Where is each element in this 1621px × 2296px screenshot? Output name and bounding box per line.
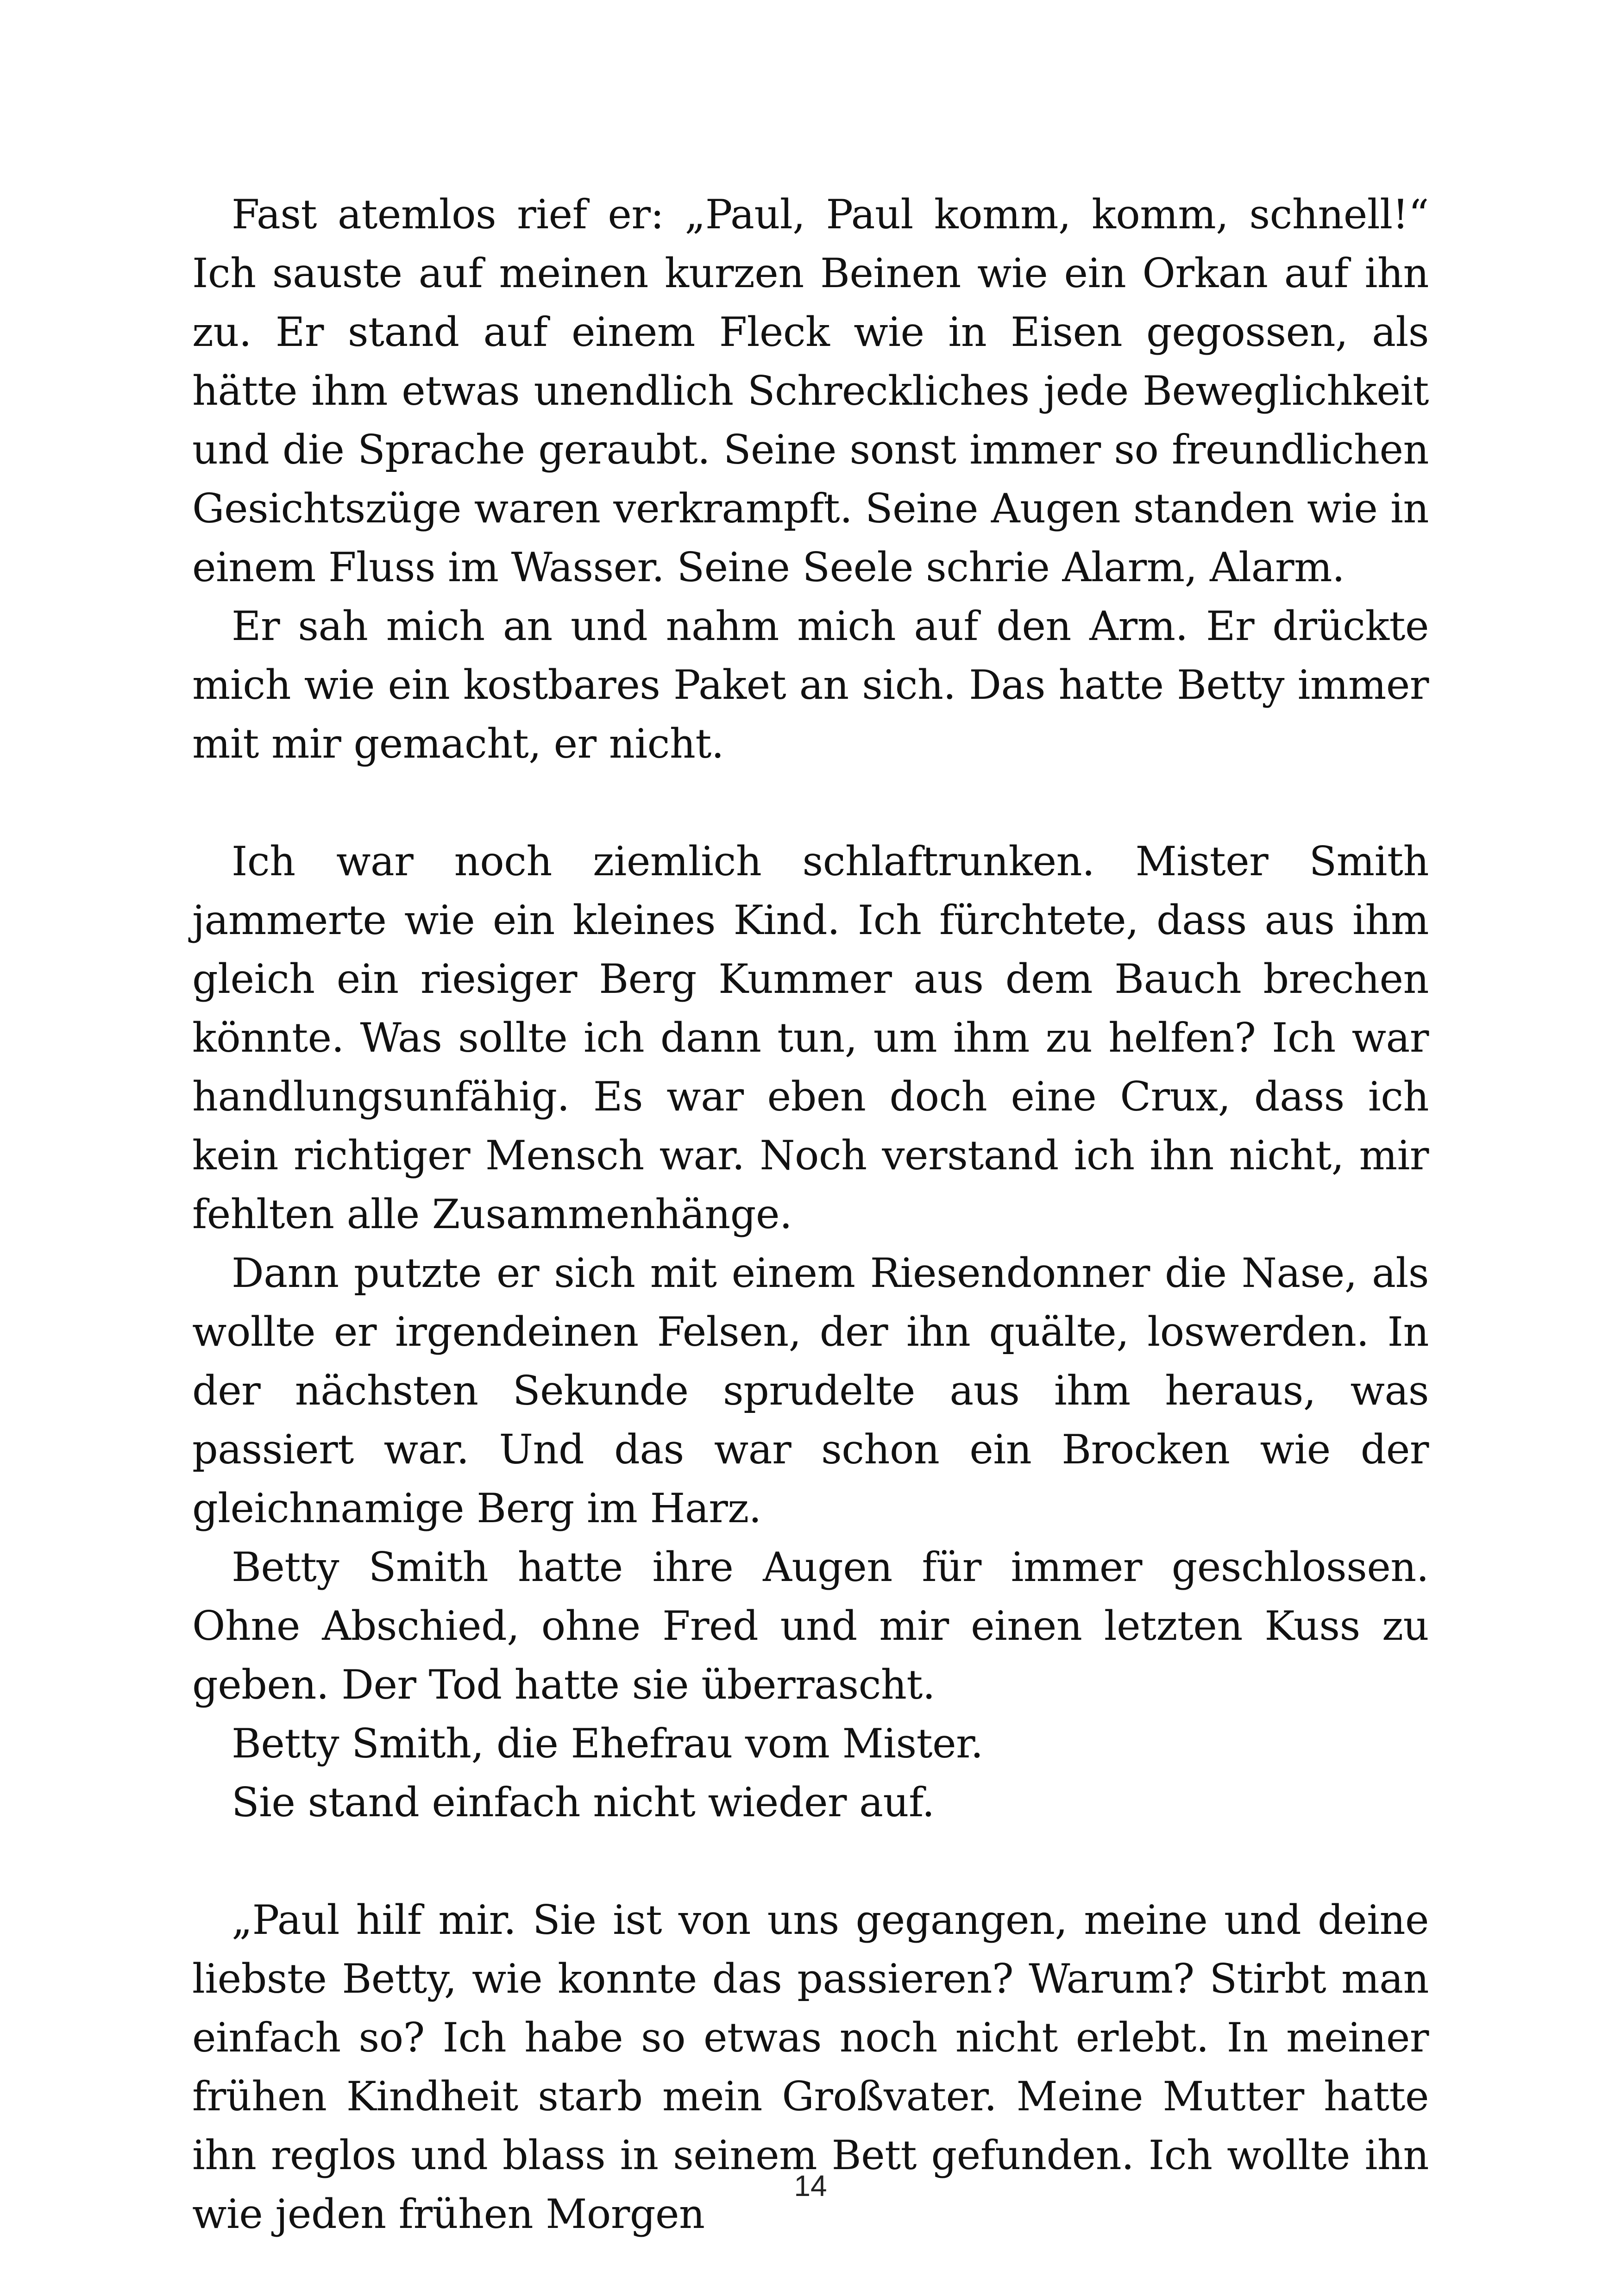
paragraph-7: Sie stand einfach nicht wieder auf. bbox=[232, 1779, 935, 1826]
paragraph-8: „Paul hilf mir. Sie ist von uns gegangen, meine und deine liebste Betty, wie konnte das passieren? Warum? Stirbt man einfach so? Ich habe so etwas noch nicht erlebt. In meiner frühen Kindheit starb mein Großvater. Meine Mutter hatte ihn reglos und blass in seinem Bett gefunden. Ich wollte ihn wie jeden frühen Morgen bbox=[192, 1896, 1429, 2238]
page-number: 14 bbox=[794, 2169, 827, 2202]
paragraph-6: Betty Smith, die Ehefrau vom Mister. bbox=[232, 1720, 983, 1767]
paragraph-4: Dann putzte er sich mit einem Riesendonner die Nase, als wollte er irgendeinen Felsen, der ihn quälte, loswerden. In der nächsten Sekunde sprudelte aus ihm heraus, was passiert war. Und das war schon ein Brocken wie der gleichnamige Berg im Harz. bbox=[192, 1249, 1429, 1532]
body-text bbox=[192, 185, 1429, 2244]
paragraph-1: Fast atemlos rief er: „Paul, Paul komm, komm, schnell!“ Ich sauste auf meinen kurzen Beinen wie ein Orkan auf ihn zu. Er stand auf einem Fleck wie in Eisen gegossen, als hätte ihm etwas unendlich Schreckliches jede Beweglichkeit und die Sprache geraubt. Seine sonst immer so freundlichen Gesichtszüge waren verkrampft. Seine Augen standen wie in einem Fluss im Wasser. Seine Seele schrie Alarm, Alarm. bbox=[192, 191, 1429, 591]
paragraph-5: Betty Smith hatte ihre Augen für immer geschlossen. Ohne Abschied, ohne Fred und mir einen letzten Kuss zu geben. Der Tod hatte sie überrascht. bbox=[192, 1543, 1429, 1708]
paragraph-2: Er sah mich an und nahm mich auf den Arm. Er drückte mich wie ein kostbares Paket an sich. Das hatte Betty immer mit mir gemacht, er nicht. bbox=[192, 602, 1429, 767]
paragraph-3: Ich war noch ziemlich schlaftrunken. Mister Smith jammerte wie ein kleines Kind. Ich fürchtete, dass aus ihm gleich ein riesiger Berg Kummer aus dem Bauch brechen könnte. Was sollte ich dann tun, um ihm zu helfen? Ich war handlungsunfähig. Es war eben doch eine Crux, dass ich kein richtiger Mensch war. Noch verstand ich ihn nicht, mir fehlten alle Zusammenhänge. bbox=[192, 838, 1429, 1238]
